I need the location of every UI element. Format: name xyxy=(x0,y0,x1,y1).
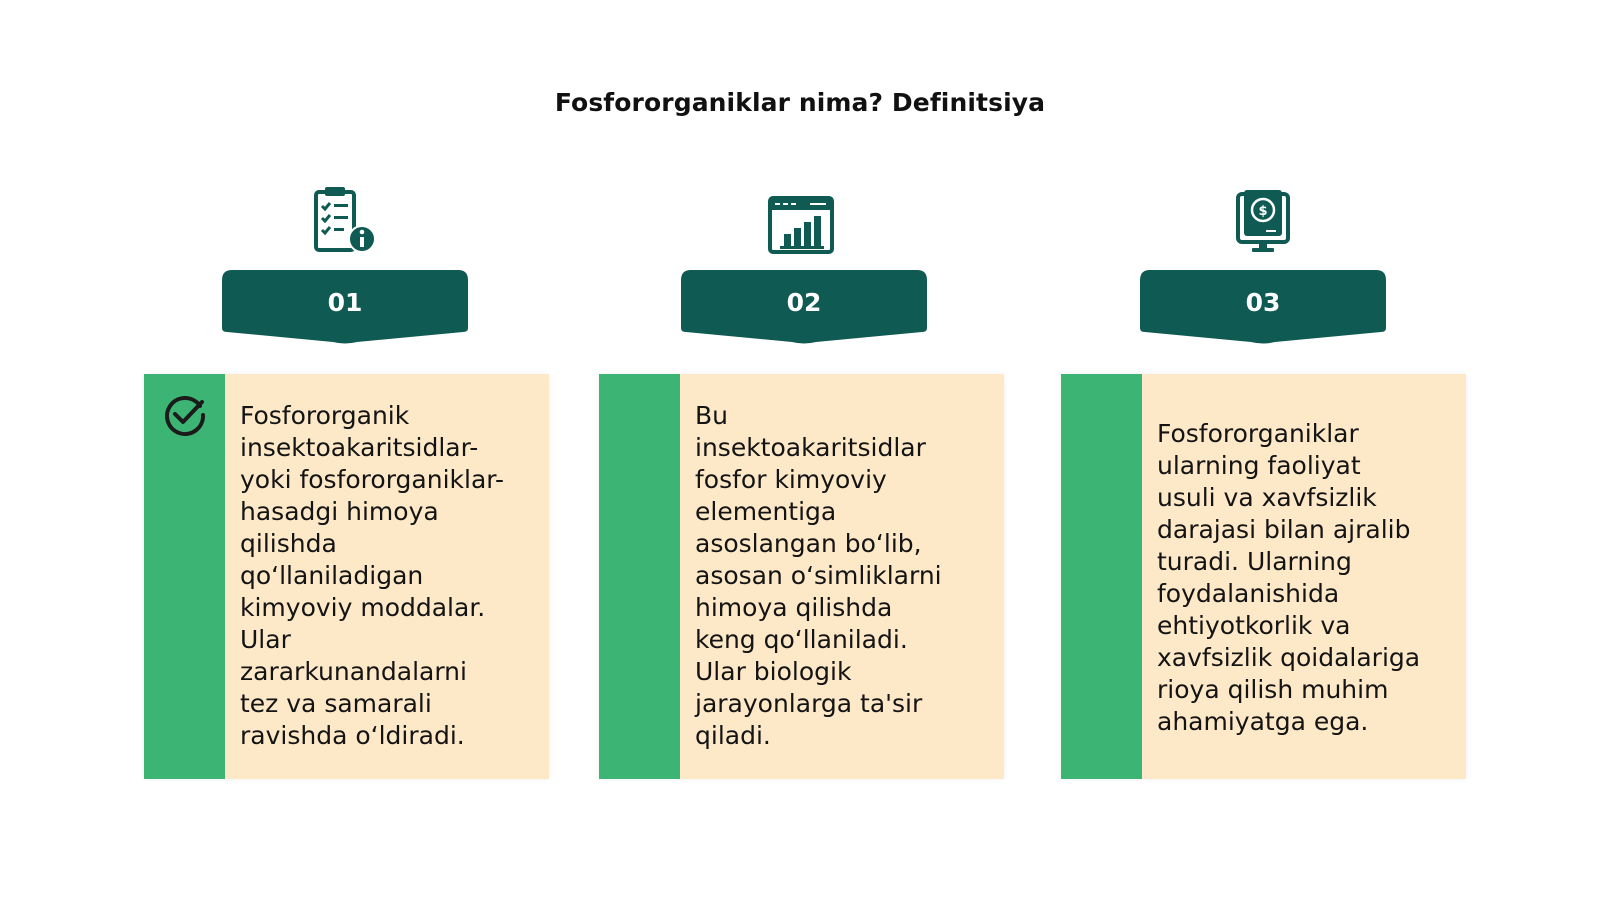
monitor-dollar-icon xyxy=(1228,186,1298,256)
step-badge-03 xyxy=(1140,270,1386,345)
step-card-03 xyxy=(1061,374,1466,779)
step-badge-01 xyxy=(222,270,468,345)
step-card-01 xyxy=(144,374,549,779)
clipboard-checklist-info-icon xyxy=(310,186,380,256)
svg-text:$: $ xyxy=(1258,204,1268,219)
step-card-02 xyxy=(599,374,1004,779)
card-accent-bar xyxy=(144,374,225,779)
step-description: Fosfororganik insektoakaritsidlar- yoki fosfororganiklar- hasadgi himoya qilishda qo‘llaniladigan kimyoviy moddalar. Ular zararkunandalarni tez va samarali ravishda o‘ldiradi. xyxy=(240,401,504,750)
step-number: 02 xyxy=(786,288,822,317)
chart-window-icon xyxy=(766,186,836,256)
card-accent-bar xyxy=(599,374,680,779)
page-title: Fosfororganiklar nima? Definitsiya xyxy=(554,88,1046,117)
check-circle-icon xyxy=(162,392,208,438)
card-accent-bar xyxy=(1061,374,1142,779)
step-badge-02 xyxy=(681,270,927,345)
step-description: Fosfororganiklar ularning faoliyat usuli va xavfsizlik darajasi bilan ajralib turadi. Ularning foydalanishida ehtiyotkorlik va xavfsizlik qoidalariga rioya qilish muhim ahamiyatga ega. xyxy=(1157,419,1421,736)
step-number: 01 xyxy=(327,288,363,317)
step-description: Bu insektoakaritsidlar fosfor kimyoviy elementiga asoslangan bo‘lib, asosan o‘simliklarni himoya qilishda keng qo‘llaniladi. Ular biologik jarayonlarga ta'sir qiladi. xyxy=(695,401,942,750)
step-number: 03 xyxy=(1245,288,1281,317)
